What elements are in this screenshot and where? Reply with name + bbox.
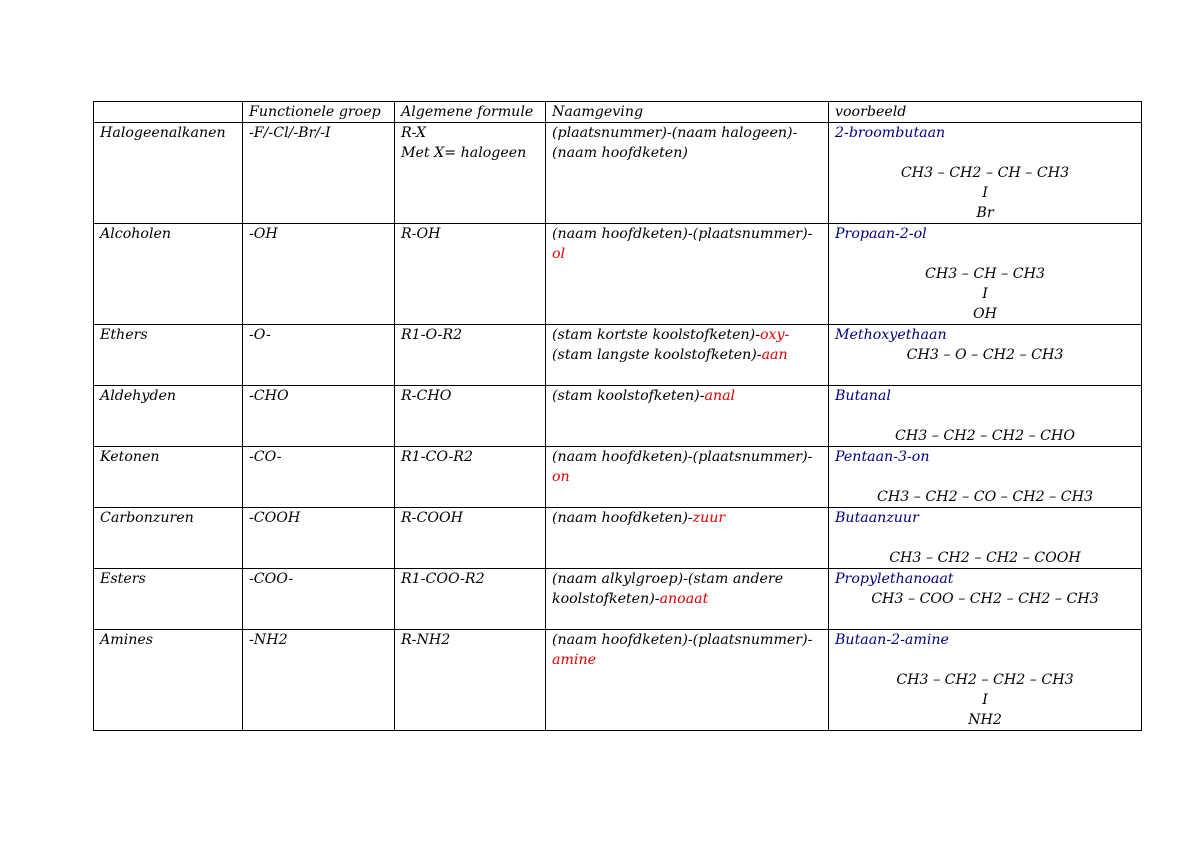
- general-formula-cell: R1-O-R2: [395, 325, 546, 386]
- general-formula-cell: R-COOH: [395, 508, 546, 569]
- example-cell: [829, 630, 1142, 731]
- naming-suffix: oxy-: [760, 327, 790, 343]
- functional-group-cell: -O-: [243, 325, 395, 386]
- table-row: [94, 630, 1142, 731]
- header-algemene-formule: Algemene formule: [395, 102, 546, 123]
- naming-line: [552, 589, 822, 609]
- header-functionele-groep: Functionele groep: [243, 102, 395, 123]
- naming-cell: [546, 386, 829, 447]
- example-cell: [829, 447, 1142, 508]
- structural-formula-line: CH3 – CH2 – CH2 – CHO: [895, 428, 1075, 444]
- naming-text: (naam hoofdketen)-(plaatsnummer)-: [552, 632, 813, 648]
- functional-group-cell: -F/-Cl/-Br/-I: [243, 123, 395, 224]
- example-name: Butanal: [835, 388, 891, 404]
- general-formula-cell: R1-COO-R2: [395, 569, 546, 630]
- naming-cell: [546, 123, 829, 224]
- naming-text: (naam hoofdketen)-(plaatsnummer)-: [552, 449, 813, 465]
- naming-text: (plaatsnummer)-(naam halogeen)-: [552, 125, 798, 141]
- example-cell: [829, 123, 1142, 224]
- table-row: [94, 386, 1142, 447]
- naming-suffix: amine: [552, 652, 596, 668]
- structural-formula-line: CH3 – CH2 – CH2 – CH3: [896, 672, 1074, 688]
- example-cell: [829, 224, 1142, 325]
- functional-group-cell: -COO-: [243, 569, 395, 630]
- naming-text: koolstofketen)-: [552, 591, 660, 607]
- structural-formula-line: I: [982, 185, 988, 201]
- class-name-cell: Aldehyden: [94, 386, 243, 447]
- table-row: [94, 224, 1142, 325]
- naming-line: [552, 325, 822, 345]
- functional-group-cell: -NH2: [243, 630, 395, 731]
- header-voorbeeld: voorbeeld: [829, 102, 1142, 123]
- naming-cell: [546, 325, 829, 386]
- structural-formula-line: CH3 – O – CH2 – CH3: [906, 347, 1064, 363]
- class-name-cell: Ketonen: [94, 447, 243, 508]
- example-name: 2-broombutaan: [835, 125, 946, 141]
- structural-formula-line: CH3 – COO – CH2 – CH2 – CH3: [871, 591, 1099, 607]
- example-name: Pentaan-3-on: [835, 449, 930, 465]
- naming-suffix: ol: [552, 246, 566, 262]
- naming-text: (naam alkylgroep)-(stam andere: [552, 571, 784, 587]
- structural-formula-line: CH3 – CH – CH3: [925, 266, 1045, 282]
- naming-suffix: zuur: [692, 510, 726, 526]
- table-row: [94, 569, 1142, 630]
- general-formula-cell: [395, 123, 546, 224]
- header-naamgeving: Naamgeving: [546, 102, 829, 123]
- structural-formula-line: Br: [976, 205, 994, 221]
- naming-line: [552, 345, 822, 365]
- naming-cell: [546, 224, 829, 325]
- example-name: Propaan-2-ol: [835, 226, 927, 242]
- class-name-cell: Halogeenalkanen: [94, 123, 243, 224]
- example-cell: [829, 325, 1142, 386]
- naming-text: (naam hoofdketen)-(plaatsnummer)-: [552, 226, 813, 242]
- functional-group-cell: -COOH: [243, 508, 395, 569]
- naming-cell: [546, 447, 829, 508]
- table-row: [94, 123, 1142, 224]
- general-formula-cell: R-OH: [395, 224, 546, 325]
- example-name: Methoxyethaan: [835, 327, 947, 343]
- naming-text: (stam langste koolstofketen)-: [552, 347, 762, 363]
- functional-group-cell: -CO-: [243, 447, 395, 508]
- example-name: Butaan-2-amine: [835, 632, 949, 648]
- header-row: [94, 102, 1142, 123]
- formula-line: R-X: [401, 125, 427, 141]
- table-row: [94, 447, 1142, 508]
- naming-suffix: anoaat: [659, 591, 709, 607]
- naming-text: (stam koolstofketen)-: [552, 388, 705, 404]
- class-name-cell: Alcoholen: [94, 224, 243, 325]
- naming-cell: [546, 630, 829, 731]
- structural-formula-line: CH3 – CH2 – CH – CH3: [900, 165, 1070, 181]
- naming-suffix: aan: [761, 347, 788, 363]
- example-name: Butaanzuur: [835, 510, 919, 526]
- class-name-cell: Ethers: [94, 325, 243, 386]
- naming-cell: [546, 569, 829, 630]
- naming-text: (naam hoofdketen)-: [552, 510, 693, 526]
- naming-suffix: on: [552, 469, 570, 485]
- class-name-cell: Esters: [94, 569, 243, 630]
- functional-group-cell: -CHO: [243, 386, 395, 447]
- naming-text: (stam kortste koolstofketen)-: [552, 327, 760, 343]
- header-cell-empty: [94, 102, 243, 123]
- structural-formula-line: CH3 – CH2 – CH2 – COOH: [889, 550, 1081, 566]
- functional-groups-table: [93, 101, 1142, 731]
- example-cell: [829, 386, 1142, 447]
- class-name-cell: Amines: [94, 630, 243, 731]
- naming-suffix: anal: [704, 388, 736, 404]
- structural-formula-line: OH: [972, 306, 997, 322]
- example-cell: [829, 508, 1142, 569]
- structural-formula-line: CH3 – CH2 – CO – CH2 – CH3: [877, 489, 1093, 505]
- general-formula-cell: R1-CO-R2: [395, 447, 546, 508]
- structural-formula-line: I: [982, 286, 988, 302]
- naming-text: (naam hoofdketen): [552, 145, 688, 161]
- general-formula-cell: R-CHO: [395, 386, 546, 447]
- table-row: [94, 508, 1142, 569]
- class-name-cell: Carbonzuren: [94, 508, 243, 569]
- example-cell: [829, 569, 1142, 630]
- functional-group-cell: -OH: [243, 224, 395, 325]
- structural-formula-line: I: [982, 692, 988, 708]
- table-row: [94, 325, 1142, 386]
- general-formula-cell: R-NH2: [395, 630, 546, 731]
- structural-formula-line: NH2: [968, 712, 1002, 728]
- example-name: Propylethanoaat: [835, 571, 954, 587]
- formula-line: Met X= halogeen: [401, 145, 527, 161]
- naming-cell: [546, 508, 829, 569]
